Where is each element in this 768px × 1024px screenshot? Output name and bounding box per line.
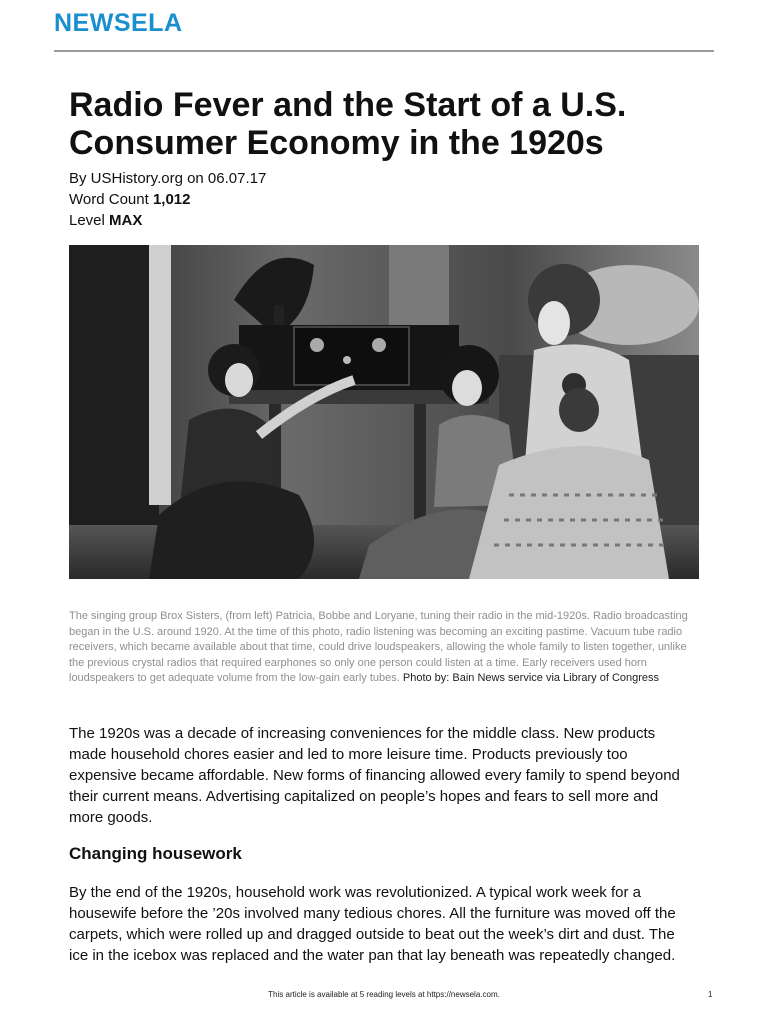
caption-text: The singing group Brox Sisters, (from left) Patricia, Bobbe and Loryane, tuning their radio in the mid-1920s. Radio broadcasting began in the U.S. around 1920. At the time of this photo, radio listening was becoming an exciting pastime. Vacuum tube radio receivers, which became available about that time, could drive loudspeakers, allowing the whole family to listen together, unlike the previous crystal radios that required earphones so only one person could listen at a time. Early receivers used horn loudspeakers to get adequate volume from the low-gain early tubes.: [69, 610, 688, 684]
article-photo: [69, 245, 699, 579]
page-number: 1: [708, 990, 713, 999]
newsela-logo[interactable]: NEWSELA: [54, 9, 183, 37]
reading-level: [69, 210, 266, 231]
level-value: MAX: [109, 212, 143, 229]
header-divider: [54, 50, 714, 52]
article-title: Radio Fever and the Start of a U.S. Consumer Economy in the 1920s: [69, 86, 627, 162]
level-label: Level: [69, 212, 105, 229]
photo-credit: Photo by: Bain News service via Library of Congress: [402, 672, 660, 684]
paragraph-2: By the end of the 1920s, household work was revolutionized. A typical work week for a housewife before the ’20s involved many tedious chores. All the furniture was moved off the carpets, which were rolled up and dragged outside to beat out the week’s dirt and dust. The ice in the icebox was replaced and the water pan that lay beneath was repeatedly changed.: [69, 884, 676, 964]
section-heading-changing-housework: Changing housework: [69, 844, 242, 863]
page-footer: This article is available at 5 reading levels at https://newsela.com.: [268, 990, 500, 999]
byline: By USHistory.org on 06.07.17: [69, 170, 267, 187]
word-count: [69, 189, 266, 210]
paragraph-1: The 1920s was a decade of increasing conveniences for the middle class. New products made household chores easier and led to more leisure time. Products previously too expensive became affordable. New forms of financing allowed every family to spend beyond their current means. Advertising capitalized on people’s hopes and fears to sell more and more goods.: [69, 725, 680, 826]
word-count-value: 1,012: [152, 191, 191, 208]
photo-caption: [69, 609, 699, 687]
photo-illustration: [69, 245, 699, 579]
word-count-label: Word Count: [69, 191, 149, 208]
article-meta: [69, 168, 266, 231]
